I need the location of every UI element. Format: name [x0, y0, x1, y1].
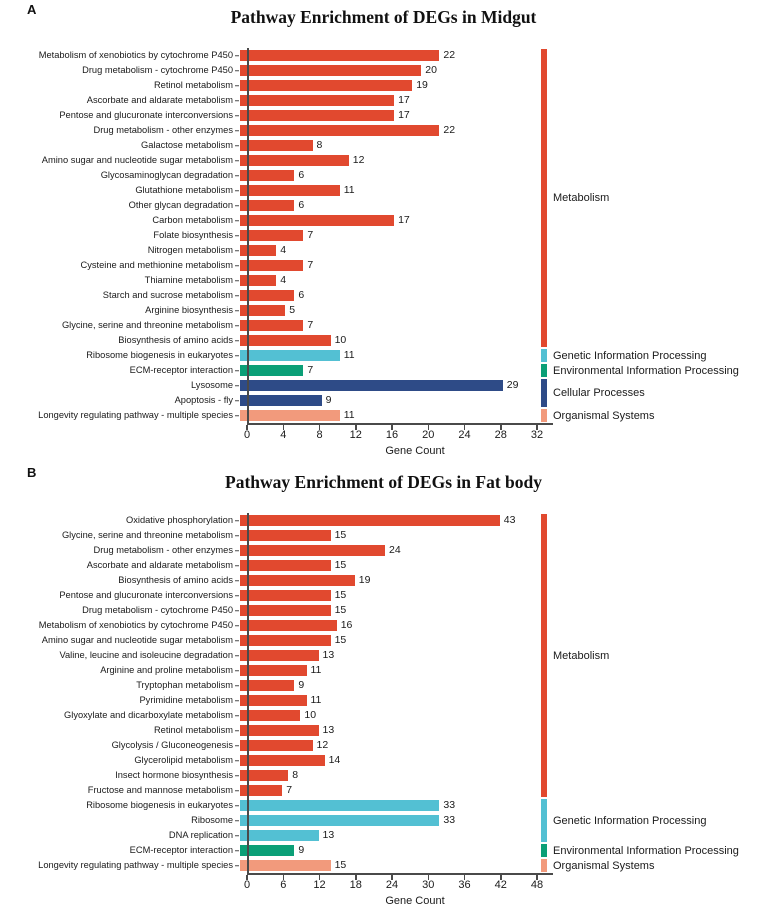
- gene-count-bar: [240, 575, 355, 587]
- x-axis-tick-label: 0: [243, 879, 251, 891]
- x-axis-tick-label: 6: [280, 879, 287, 891]
- x-axis-tick-label: 20: [422, 429, 435, 441]
- gene-count-bar: [240, 80, 412, 92]
- gene-count-bar: [240, 785, 282, 797]
- bar-track: [240, 333, 767, 348]
- bar-track: [240, 783, 767, 798]
- pathway-label: Valine, leucine and isoleucine degradation: [59, 649, 233, 660]
- x-axis-tick-label: 12: [313, 879, 326, 891]
- bar-track: [240, 408, 767, 423]
- x-axis-tick-label: 12: [349, 429, 362, 441]
- x-axis-tick-label: 42: [494, 879, 507, 891]
- pathway-label: Ribosome biogenesis in eukaryotes: [86, 349, 233, 360]
- gene-count-bar: [240, 545, 385, 557]
- bar-value-label: 13: [322, 829, 335, 842]
- gene-count-bar: [240, 530, 331, 542]
- pathway-label: Cysteine and methionine metabolism: [80, 259, 233, 270]
- category-strip-segment: [541, 844, 547, 857]
- pathway-row: [0, 828, 767, 843]
- bar-track: [240, 528, 767, 543]
- bar-value-label: 8: [292, 769, 299, 782]
- x-axis-tick-label: 0: [243, 429, 251, 441]
- gene-count-bar: [240, 725, 319, 737]
- category-label: Metabolism: [553, 192, 610, 204]
- bar-value-label: 33: [443, 799, 456, 812]
- pathway-row: [0, 603, 767, 618]
- category-strip-segment: [541, 379, 547, 407]
- gene-count-bar: [240, 665, 307, 677]
- pathway-row: [0, 153, 767, 168]
- gene-count-bar: [240, 290, 294, 302]
- bar-value-label: 6: [298, 289, 305, 302]
- bar-value-label: 9: [298, 679, 305, 692]
- pathway-label: Fructose and mannose metabolism: [87, 784, 233, 795]
- pathway-label: Other glycan degradation: [128, 199, 233, 210]
- bar-value-label: 4: [280, 274, 287, 287]
- gene-count-bar: [240, 515, 500, 527]
- x-axis-tick-label: 32: [530, 429, 544, 441]
- bar-track: [240, 543, 767, 558]
- gene-count-bar: [240, 845, 294, 857]
- x-axis-tick-label: 24: [385, 879, 399, 891]
- bar-value-label: 17: [398, 214, 410, 227]
- category-label: Environmental Information Processing: [553, 364, 739, 377]
- x-axis-tick-label: 48: [530, 879, 544, 891]
- bar-track: [240, 723, 767, 738]
- pathway-row: [0, 783, 767, 798]
- gene-count-bar: [240, 680, 294, 692]
- gene-count-bar: [240, 200, 294, 212]
- panel-b-letter: B: [27, 465, 37, 480]
- bar-track: [240, 228, 767, 243]
- pathway-row: [0, 513, 767, 528]
- gene-count-bar: [240, 350, 340, 362]
- bar-value-label: 22: [443, 124, 456, 137]
- bar-track: [240, 258, 767, 273]
- bar-value-label: 7: [307, 319, 314, 332]
- gene-count-bar: [240, 155, 349, 167]
- pathway-label: Glyoxylate and dicarboxylate metabolism: [64, 709, 233, 720]
- pathway-row: [0, 168, 767, 183]
- bar-track: [240, 588, 767, 603]
- x-axis-tick-label: 4: [280, 429, 287, 441]
- bar-value-label: 17: [398, 94, 410, 107]
- category-label: Metabolism: [553, 649, 610, 662]
- gene-count-bar: [240, 260, 303, 272]
- gene-count-bar: [240, 860, 331, 872]
- pathway-label: Longevity regulating pathway - multiple species: [38, 409, 233, 420]
- pathway-row: [0, 798, 767, 813]
- bar-value-label: 16: [340, 619, 353, 632]
- gene-count-bar: [240, 320, 303, 332]
- bar-track: [240, 138, 767, 153]
- bar-track: [240, 678, 767, 693]
- gene-count-bar: [240, 305, 285, 317]
- bar-track: [240, 93, 767, 108]
- pathway-label: Retinol metabolism: [153, 79, 233, 90]
- pathway-label: Nitrogen metabolism: [147, 244, 233, 255]
- pathway-label: Glycine, serine and threonine metabolism: [61, 319, 233, 330]
- x-axis-tick-label: 28: [494, 429, 507, 441]
- bar-track: [240, 693, 767, 708]
- gene-count-bar: [240, 230, 303, 242]
- gene-count-bar: [240, 830, 319, 842]
- gene-count-bar: [240, 755, 325, 767]
- x-axis-title: Gene Count: [385, 445, 445, 457]
- gene-count-bar: [240, 740, 313, 752]
- pathway-row: [0, 708, 767, 723]
- pathway-row: [0, 63, 767, 78]
- pathway-label: Glycerolipid metabolism: [134, 754, 233, 765]
- chart-title-midgut: Pathway Enrichment of DEGs in Midgut: [230, 7, 537, 27]
- pathway-row: [0, 558, 767, 573]
- pathway-row: [0, 138, 767, 153]
- gene-count-bar: [240, 380, 503, 392]
- pathway-label: Longevity regulating pathway - multiple species: [38, 859, 233, 870]
- bar-track: [240, 798, 767, 813]
- bar-track: [240, 63, 767, 78]
- bar-value-label: 7: [307, 229, 314, 242]
- pathway-row: [0, 183, 767, 198]
- pathway-label: ECM-receptor interaction: [129, 844, 233, 855]
- pathway-label: Amino sugar and nucleotide sugar metabolism: [41, 154, 233, 165]
- gene-count-bar: [240, 560, 331, 572]
- category-strip-segment: [541, 364, 547, 377]
- category-strip-segment: [541, 799, 547, 842]
- pathway-label: Arginine and proline metabolism: [100, 664, 233, 675]
- bar-track: [240, 558, 767, 573]
- pathway-label: Drug metabolism - other enzymes: [93, 544, 233, 555]
- bar-value-label: 19: [358, 574, 371, 587]
- bar-track: [240, 303, 767, 318]
- gene-count-bar: [240, 335, 331, 347]
- pathway-label: Glycosaminoglycan degradation: [100, 169, 233, 180]
- pathway-label: Starch and sucrose metabolism: [102, 289, 233, 300]
- bar-track: [240, 48, 767, 63]
- bar-value-label: 10: [304, 709, 317, 722]
- gene-count-bar: [240, 815, 439, 827]
- panel-a: [0, 0, 767, 457]
- bar-track: [240, 858, 767, 873]
- pathway-label: Ribosome: [191, 814, 233, 825]
- pathway-row: [0, 663, 767, 678]
- gene-count-bar: [240, 185, 340, 197]
- x-axis-tick-label: 36: [458, 879, 471, 891]
- bar-value-label: 13: [322, 724, 335, 737]
- bar-value-label: 19: [416, 79, 428, 92]
- bar-value-label: 11: [310, 694, 322, 707]
- gene-count-bar: [240, 140, 313, 152]
- bar-value-label: 15: [334, 589, 347, 602]
- bar-track: [240, 618, 767, 633]
- pathway-row: [0, 648, 767, 663]
- bar-value-label: 8: [316, 139, 323, 152]
- pathway-row: [0, 633, 767, 648]
- pathway-label: DNA replication: [168, 829, 233, 840]
- pathway-row: [0, 48, 767, 63]
- bar-track: [240, 738, 767, 753]
- x-axis-title: Gene Count: [385, 895, 445, 907]
- pathway-label: Galactose metabolism: [141, 139, 233, 150]
- gene-count-bar: [240, 770, 288, 782]
- pathway-row: [0, 693, 767, 708]
- pathway-label: Amino sugar and nucleotide sugar metabolism: [41, 634, 233, 645]
- pathway-label: Drug metabolism - other enzymes: [93, 124, 233, 135]
- gene-count-bar: [240, 800, 439, 812]
- bar-track: [240, 108, 767, 123]
- pathway-row: [0, 123, 767, 138]
- bar-track: [240, 123, 767, 138]
- bar-track: [240, 708, 767, 723]
- bar-value-label: 7: [307, 364, 314, 377]
- pathway-label: Pyrimidine metabolism: [139, 694, 233, 705]
- bar-chart-fat-body: [0, 513, 767, 907]
- pathway-row: [0, 393, 767, 408]
- pathway-label: Metabolism of xenobiotics by cytochrome P450: [38, 619, 233, 630]
- pathway-label: Biosynthesis of amino acids: [118, 334, 233, 345]
- bar-track: [240, 183, 767, 198]
- bar-value-label: 29: [506, 379, 519, 392]
- pathway-label: Ascorbate and aldarate metabolism: [86, 94, 233, 105]
- pathway-label: Pentose and glucuronate interconversions: [59, 109, 233, 120]
- panel-a-letter: A: [27, 2, 37, 17]
- bar-track: [240, 273, 767, 288]
- category-strip-segment: [541, 514, 547, 797]
- pathway-label: Thiamine metabolism: [144, 274, 233, 285]
- gene-count-bar: [240, 170, 294, 182]
- pathway-label: Lysosome: [190, 379, 233, 390]
- gene-count-bar: [240, 125, 439, 137]
- gene-count-bar: [240, 365, 303, 377]
- bar-value-label: 15: [334, 559, 347, 572]
- panel-b: [0, 457, 767, 915]
- category-strip: [541, 513, 547, 873]
- x-axis-tick-label: 16: [385, 429, 399, 441]
- pathway-row: [0, 318, 767, 333]
- pathway-label: Glycolysis / Gluconeogenesis: [111, 739, 233, 750]
- category-strip-segment: [541, 49, 547, 347]
- bar-value-label: 11: [343, 349, 355, 362]
- pathway-row: [0, 378, 767, 393]
- pathway-row: [0, 258, 767, 273]
- category-strip-segment: [541, 349, 547, 362]
- bar-value-label: 24: [389, 544, 401, 557]
- x-axis: [243, 423, 553, 441]
- gene-count-bar: [240, 275, 276, 287]
- pathway-row: [0, 108, 767, 123]
- x-axis-tick-label: 24: [458, 429, 471, 441]
- bar-value-label: 43: [503, 514, 516, 527]
- category-label: Environmental Information Processing: [553, 844, 739, 857]
- x-axis-tick-label: 8: [316, 429, 323, 441]
- gene-count-bar: [240, 50, 439, 62]
- bar-value-label: 4: [280, 244, 287, 257]
- bar-value-label: 6: [298, 199, 305, 212]
- gene-count-bar: [240, 605, 331, 617]
- bar-value-label: 7: [307, 259, 314, 272]
- bar-value-label: 33: [443, 814, 456, 827]
- category-label: Genetic Information Processing: [553, 349, 707, 362]
- pathway-row: [0, 768, 767, 783]
- bar-value-label: 20: [425, 64, 437, 77]
- bar-value-label: 9: [298, 844, 305, 857]
- category-label: Organismal Systems: [553, 859, 655, 872]
- pathway-row: [0, 228, 767, 243]
- bar-track: [240, 213, 767, 228]
- pathway-label: Oxidative phosphorylation: [126, 514, 233, 525]
- bar-track: [240, 78, 767, 93]
- bar-value-label: 11: [310, 664, 322, 677]
- bar-track: [240, 633, 767, 648]
- bar-track: [240, 603, 767, 618]
- pathway-label: Ascorbate and aldarate metabolism: [86, 559, 233, 570]
- pathway-label: Drug metabolism - cytochrome P450: [82, 64, 233, 75]
- pathway-row: [0, 618, 767, 633]
- gene-count-bar: [240, 395, 322, 407]
- pathway-row: [0, 243, 767, 258]
- bar-track: [240, 753, 767, 768]
- gene-count-bar: [240, 65, 421, 77]
- x-axis: [243, 873, 553, 891]
- category-strip-segment: [541, 859, 547, 872]
- bar-value-label: 15: [334, 634, 347, 647]
- pathway-label: Metabolism of xenobiotics by cytochrome P450: [38, 49, 233, 60]
- bar-track: [240, 378, 767, 393]
- pathway-row: [0, 93, 767, 108]
- gene-count-bar: [240, 695, 307, 707]
- pathway-row: [0, 543, 767, 558]
- category-strip-segment: [541, 409, 547, 422]
- bar-value-label: 5: [289, 304, 296, 317]
- pathway-row: [0, 573, 767, 588]
- pathway-row: [0, 738, 767, 753]
- bar-value-label: 17: [398, 109, 410, 122]
- bar-value-label: 12: [316, 739, 329, 752]
- pathway-row: [0, 213, 767, 228]
- bar-track: [240, 393, 767, 408]
- bar-value-label: 15: [334, 859, 347, 872]
- bar-value-label: 10: [334, 334, 347, 347]
- bar-value-label: 7: [286, 784, 293, 797]
- bar-chart-midgut: [0, 48, 767, 457]
- gene-count-bar: [240, 245, 276, 257]
- bar-track: [240, 243, 767, 258]
- x-axis-tick-label: 30: [422, 879, 435, 891]
- bar-track: [240, 828, 767, 843]
- pathway-row: [0, 273, 767, 288]
- bar-track: [240, 153, 767, 168]
- pathway-label: Biosynthesis of amino acids: [118, 574, 233, 585]
- bar-value-label: 6: [298, 169, 305, 182]
- pathway-row: [0, 333, 767, 348]
- bar-track: [240, 648, 767, 663]
- pathway-label: Glycine, serine and threonine metabolism: [61, 529, 233, 540]
- pathway-label: Pentose and glucuronate interconversions: [59, 589, 233, 600]
- pathway-label: Arginine biosynthesis: [145, 304, 233, 315]
- gene-count-bar: [240, 710, 300, 722]
- bar-track: [240, 318, 767, 333]
- category-label: Genetic Information Processing: [553, 814, 707, 827]
- bar-value-label: 11: [343, 409, 355, 422]
- bar-value-label: 15: [334, 529, 347, 542]
- pathway-row: [0, 288, 767, 303]
- bar-track: [240, 663, 767, 678]
- bar-value-label: 11: [343, 184, 355, 197]
- pathway-label: Tryptophan metabolism: [136, 679, 233, 690]
- bar-value-label: 15: [334, 604, 347, 617]
- bar-value-label: 13: [322, 649, 335, 662]
- bar-track: [240, 198, 767, 213]
- bar-value-label: 9: [325, 394, 332, 407]
- pathway-label: Insect hormone biosynthesis: [115, 769, 233, 780]
- category-label: Organismal Systems: [553, 409, 655, 422]
- pathway-row: [0, 723, 767, 738]
- bar-track: [240, 288, 767, 303]
- gene-count-bar: [240, 110, 394, 122]
- pathway-row: [0, 753, 767, 768]
- pathway-row: [0, 78, 767, 93]
- pathway-row: [0, 198, 767, 213]
- pathway-label: Retinol metabolism: [153, 724, 233, 735]
- pathway-row: [0, 678, 767, 693]
- gene-count-bar: [240, 410, 340, 422]
- pathway-row: [0, 303, 767, 318]
- bar-track: [240, 573, 767, 588]
- pathway-label: Drug metabolism - cytochrome P450: [82, 604, 233, 615]
- gene-count-bar: [240, 215, 394, 227]
- pathway-label: Folate biosynthesis: [153, 229, 233, 240]
- pathway-label: ECM-receptor interaction: [129, 364, 233, 375]
- pathway-label: Ribosome biogenesis in eukaryotes: [86, 799, 233, 810]
- gene-count-bar: [240, 95, 394, 107]
- bar-track: [240, 768, 767, 783]
- gene-count-bar: [240, 590, 331, 602]
- gene-count-bar: [240, 620, 337, 632]
- pathway-row: [0, 528, 767, 543]
- bar-value-label: 22: [443, 49, 456, 62]
- bar-track: [240, 168, 767, 183]
- category-strip: [541, 48, 547, 423]
- pathway-label: Carbon metabolism: [152, 214, 233, 225]
- bar-value-label: 14: [328, 754, 341, 767]
- category-label: Cellular Processes: [553, 387, 645, 399]
- bar-track: [240, 513, 767, 528]
- pathway-label: Glutathione metabolism: [135, 184, 233, 195]
- pathway-row: [0, 588, 767, 603]
- chart-title-fat-body: Pathway Enrichment of DEGs in Fat body: [225, 472, 542, 492]
- gene-count-bar: [240, 650, 319, 662]
- x-axis-tick-label: 18: [349, 879, 362, 891]
- gene-count-bar: [240, 635, 331, 647]
- pathway-label: Apoptosis - fly: [174, 394, 233, 405]
- bar-value-label: 12: [352, 154, 365, 167]
